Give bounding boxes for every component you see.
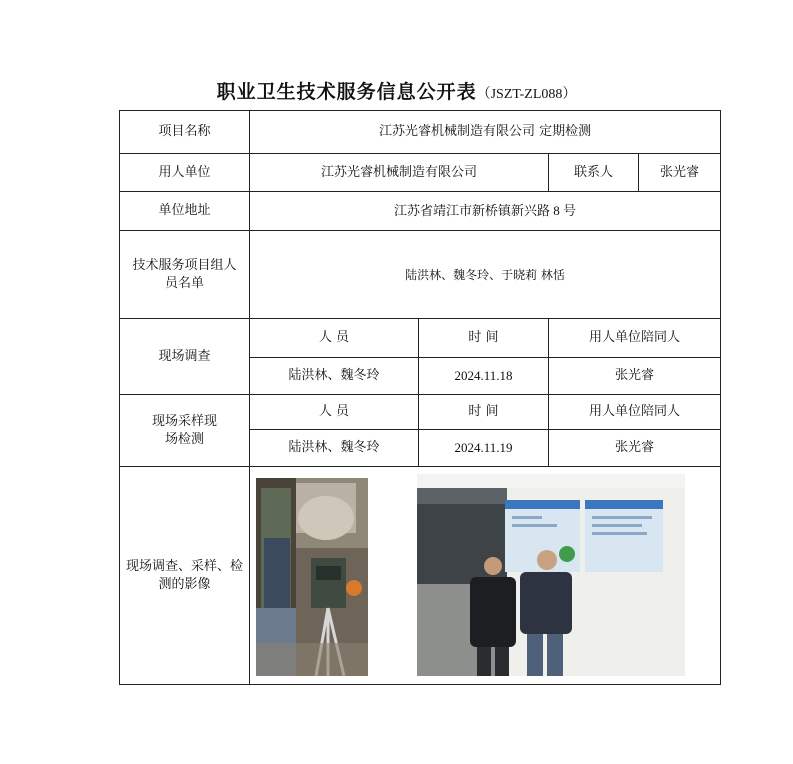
sampling-escort: 张光睿 — [549, 430, 721, 467]
survey-time-header: 时 间 — [419, 319, 549, 358]
title-main: 职业卫生技术服务信息公开表 — [216, 81, 477, 103]
sampling-escort-header: 用人单位陪同人 — [549, 395, 721, 430]
project-label: 项目名称 — [120, 111, 250, 154]
images-label: 现场调查、采样、检测的影像 — [120, 467, 250, 685]
survey-escort-header: 用人单位陪同人 — [549, 319, 721, 358]
photo-sampling-equipment — [256, 478, 368, 676]
team-label: 技术服务项目组人员名单 — [120, 231, 250, 319]
page-title — [0, 77, 793, 104]
address-label: 单位地址 — [120, 192, 250, 231]
employer-label: 用人单位 — [120, 154, 250, 192]
row-address — [120, 192, 721, 231]
survey-time: 2024.11.18 — [419, 358, 549, 395]
team-value: 陆洪林、魏冬玲、于晓莉 林恬 — [250, 231, 721, 319]
survey-label: 现场调查 — [120, 319, 250, 395]
project-value: 江苏光睿机械制造有限公司 定期检测 — [250, 111, 721, 154]
sampling-person: 陆洪林、魏冬玲 — [250, 430, 419, 467]
survey-escort: 张光睿 — [549, 358, 721, 395]
row-team — [120, 231, 721, 319]
survey-person-header: 人 员 — [250, 319, 419, 358]
sampling-time-header: 时 间 — [419, 395, 549, 430]
photo-site-survey — [417, 474, 685, 676]
row-project — [120, 111, 721, 154]
survey-person: 陆洪林、魏冬玲 — [250, 358, 419, 395]
sampling-time: 2024.11.19 — [419, 430, 549, 467]
contact-value: 张光睿 — [639, 154, 721, 192]
row-sampling-header — [120, 395, 721, 430]
row-employer — [120, 154, 721, 192]
sampling-label: 现场采样现场检测 — [120, 395, 250, 467]
employer-value: 江苏光睿机械制造有限公司 — [250, 154, 549, 192]
address-value: 江苏省靖江市新桥镇新兴路 8 号 — [250, 192, 721, 231]
sampling-person-header: 人 员 — [250, 395, 419, 430]
contact-label: 联系人 — [549, 154, 639, 192]
title-code: （JSZT-ZL088） — [476, 87, 577, 102]
row-survey-header — [120, 319, 721, 358]
